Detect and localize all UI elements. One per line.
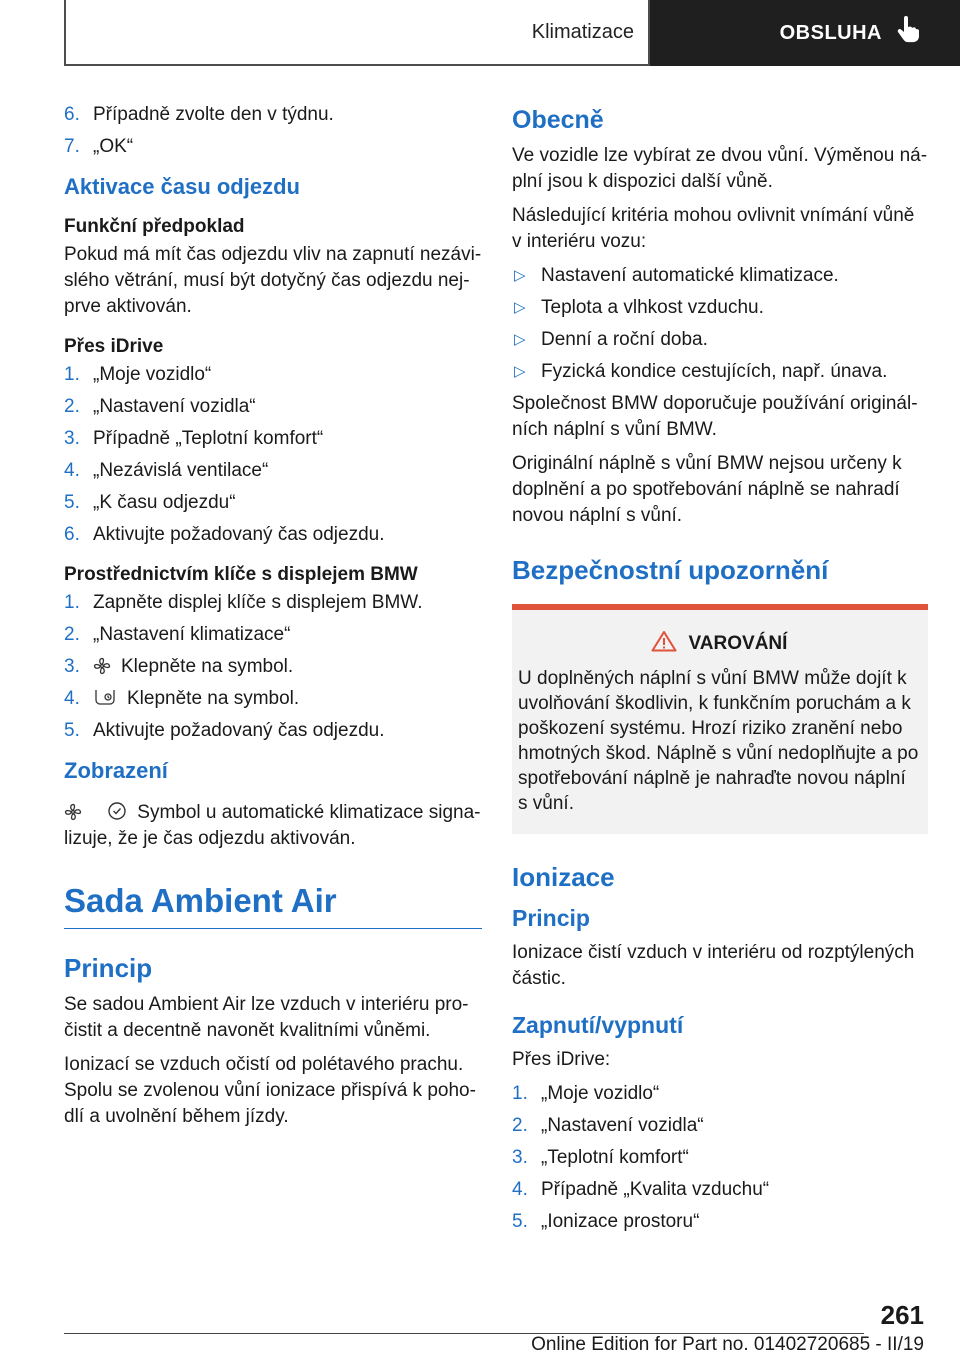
paragraph-on-off: Přes iDrive: bbox=[512, 1049, 611, 1070]
heading-on-off: Zapnutí/vypnutí bbox=[512, 1012, 684, 1038]
steps-list-on-off bbox=[512, 1081, 928, 1235]
page-number: 261 bbox=[880, 1300, 924, 1330]
paragraph-principle-2: Ionizací se vzduch očistí od polétavého prachu. Spolu se zvolenou vůní ionizace přispívá k pohodlí a uvolnění během jízdy. bbox=[64, 1054, 476, 1127]
warning-title: VAROVÁNÍ bbox=[518, 630, 920, 658]
steps-list-top bbox=[64, 102, 482, 160]
steps-list-idrive bbox=[64, 362, 482, 548]
heading-principle: Princip bbox=[64, 953, 153, 983]
list-item: 3. Případně „Teplotní komfort“ bbox=[64, 428, 324, 449]
fan-icon bbox=[64, 803, 82, 821]
touch-hand-icon bbox=[896, 16, 920, 50]
footer-edition: Online Edition for Part no. 01402720685 - II/19 bbox=[531, 1334, 924, 1355]
list-item: ▷ Teplota a vlhkost vzduchu. bbox=[512, 295, 928, 321]
list-item: 6. Aktivujte požadovaný čas odjezdu. bbox=[64, 524, 385, 545]
heading-display: Zobrazení bbox=[64, 758, 168, 783]
warning-text: U doplněných náplní s vůní BMW může dojít k uvolňování škodlivin, k funkčním poruchám a k poškození systému. Hrozí riziko zranění nebo hmotných škod. Náplně s vůní nedoplňujte a po spotřebování náplně je nahraďte novou náplní s vůní. bbox=[518, 668, 919, 814]
page-header bbox=[64, 0, 960, 66]
paragraph-ionization-principle: Ionizace čistí vzduch v interiéru od rozptýlených částic. bbox=[512, 942, 915, 989]
list-item: 1. Zapněte displej klíče s displejem BMW. bbox=[64, 592, 423, 613]
bullet-triangle-icon: ▷ bbox=[514, 267, 526, 284]
warning-box bbox=[512, 604, 928, 834]
paragraph-general-2: Následující kritéria mohou ovlivnit vnímání vůně v interiéru vozu: bbox=[512, 205, 915, 252]
paragraph-general-3: Společnost BMW doporučuje používání originálních náplní s vůní BMW. bbox=[512, 393, 918, 440]
heading-prerequisite: Funkční předpoklad bbox=[64, 216, 245, 237]
list-item: 2. „Nastavení vozidla“ bbox=[512, 1115, 704, 1136]
fan-timer-icon bbox=[93, 687, 117, 707]
header-chapter-title: OBSLUHA bbox=[779, 21, 882, 44]
paragraph-general-1: Ve vozidle lze vybírat ze dvou vůní. Výměnou náplní jsou k dispozici další vůně. bbox=[512, 145, 928, 192]
list-item: 5. „Ionizace prostoru“ bbox=[512, 1211, 700, 1232]
heading-idrive: Přes iDrive bbox=[64, 336, 164, 357]
paragraph-principle-1: Se sadou Ambient Air lze vzduch v interiéru pročistit a decentně navonět kvalitními vůněmi. bbox=[64, 994, 469, 1041]
header-section bbox=[64, 0, 650, 66]
list-item: 3. Klepněte na symbol. bbox=[64, 656, 294, 677]
list-item: 4. „Nezávislá ventilace“ bbox=[64, 460, 269, 481]
list-item: 1. „Moje vozidlo“ bbox=[512, 1083, 660, 1104]
list-item: 6. Případně zvolte den v týdnu. bbox=[64, 104, 334, 125]
header-section-title: Klimatizace bbox=[531, 20, 634, 43]
heading-general: Obecně bbox=[512, 106, 604, 134]
paragraph-prerequisite: Pokud má mít čas odjezdu vliv na zapnutí nezávislého větrání, musí být dotyčný čas odjezdu nejprve aktivován. bbox=[64, 244, 482, 317]
right-column bbox=[512, 102, 928, 1241]
list-item: 3. „Teplotní komfort“ bbox=[512, 1147, 689, 1168]
bullet-triangle-icon: ▷ bbox=[514, 331, 526, 348]
heading-safety: Bezpečnostní upozornění bbox=[512, 555, 829, 585]
left-column bbox=[64, 102, 482, 1138]
list-item: ▷ Denní a roční doba. bbox=[512, 327, 928, 353]
list-item: ▷ Fyzická kondice cestujících, např. únava. bbox=[512, 359, 928, 385]
bullet-triangle-icon: ▷ bbox=[514, 363, 526, 380]
heading-activation: Aktivace času odjezdu bbox=[64, 174, 300, 199]
list-item: 2. „Nastavení klimatizace“ bbox=[64, 624, 291, 645]
header-chapter bbox=[650, 0, 960, 66]
steps-list-key bbox=[64, 590, 482, 744]
list-item: 5. „K času odjezdu“ bbox=[64, 492, 236, 513]
list-item: 2. „Nastavení vozidla“ bbox=[64, 396, 256, 417]
list-item: 4. Případně „Kvalita vzduchu“ bbox=[512, 1179, 770, 1200]
list-item: ▷ Nastavení automatické klimatizace. bbox=[512, 263, 928, 289]
warning-triangle-icon bbox=[651, 630, 677, 658]
bullet-triangle-icon: ▷ bbox=[514, 299, 526, 316]
list-item: 7. „OK“ bbox=[64, 136, 134, 157]
fan-icon bbox=[93, 657, 111, 675]
criteria-list bbox=[512, 263, 928, 385]
heading-key: Prostřednictvím klíče s displejem BMW bbox=[64, 564, 418, 585]
list-item: 4. Klepněte na symbol. bbox=[64, 688, 300, 709]
heading-ionization: Ionizace bbox=[512, 862, 615, 892]
list-item: 1. „Moje vozidlo“ bbox=[64, 364, 212, 385]
clock-icon bbox=[107, 801, 127, 821]
list-item: 5. Aktivujte požadovaný čas odjezdu. bbox=[64, 720, 385, 741]
heading-ambient-air: Sada Ambient Air bbox=[64, 882, 482, 929]
heading-principle-right: Princip bbox=[512, 905, 590, 931]
paragraph-display: Symbol u automatické klimatizace signalizuje, že je čas odjezdu aktivován. bbox=[64, 802, 481, 849]
paragraph-general-4: Originální náplně s vůní BMW nejsou určeny k doplnění a po spotřebování náplně se nahradí novou náplní s vůní. bbox=[512, 453, 902, 526]
